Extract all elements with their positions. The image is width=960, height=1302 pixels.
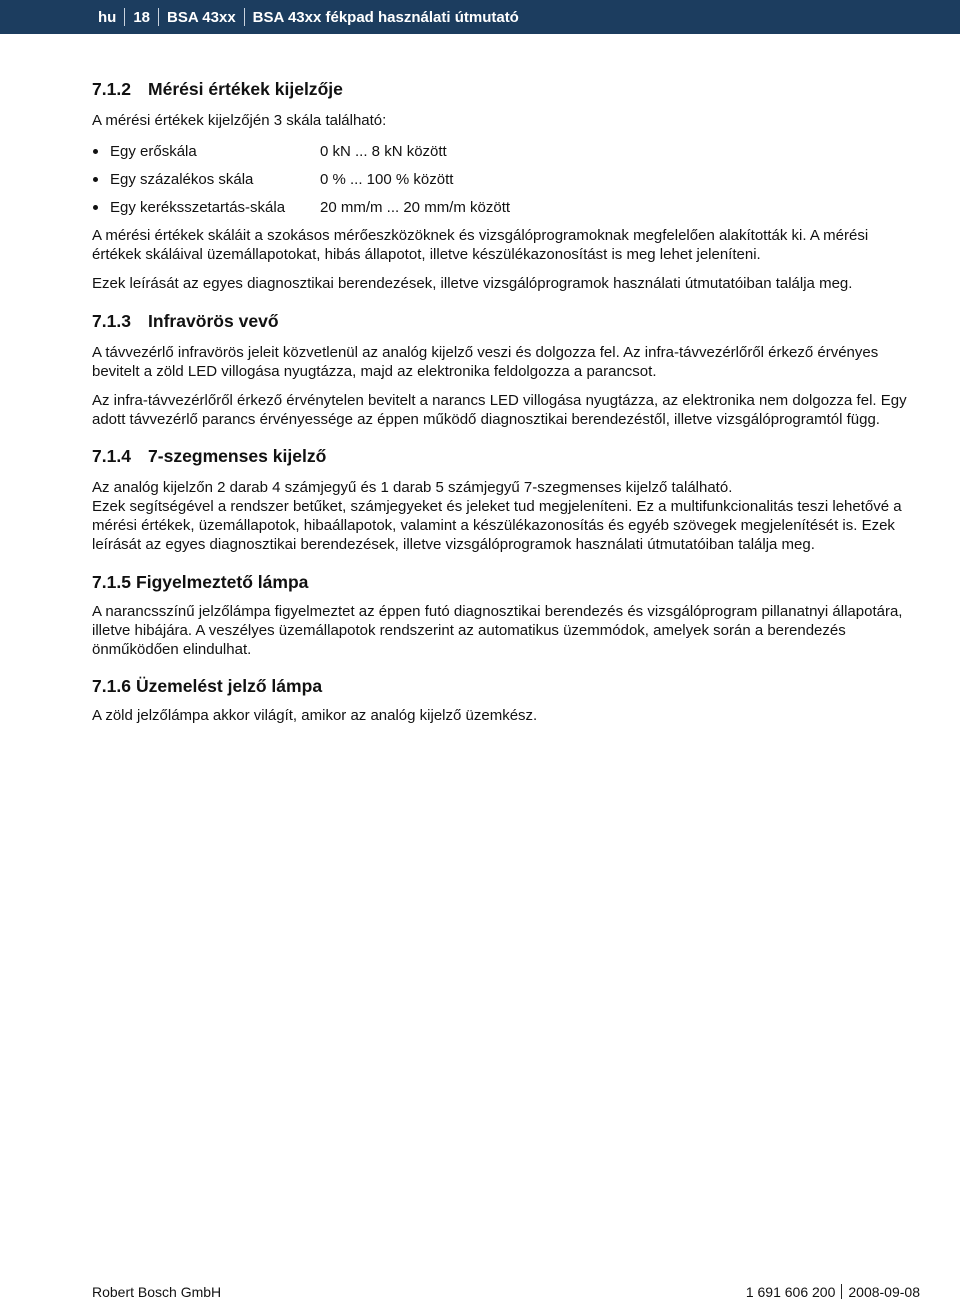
list-item [92,142,912,161]
list-item [92,198,912,217]
header-separator [158,8,159,26]
section-title: Mérési értékek kijelzője [148,79,343,99]
list-item [92,170,912,189]
section-heading-7-1-4 [92,447,912,466]
section-title: Figyelmeztető lámpa [136,572,309,592]
header-lang: hu [98,8,117,26]
paragraph: A távvezérlő infravörös jeleit közvetlenül az analóg kijelző veszi és dolgozza fel. Az infra-távvezérlőről érkező érvényes bevitelt a zöld LED villogása nyugtázza, majd az elektronika feldolgozza a parancsot. [92,344,879,380]
page-footer [92,1284,920,1300]
header-page-number: 18 [133,8,151,26]
section-number: 7.1.2 [92,79,131,99]
scale-list [92,142,912,217]
footer-date: 2008-09-08 [848,1284,920,1300]
list-item-term: Egy keréksszetartás-skála [110,199,286,216]
bullet-icon [93,205,98,210]
list-item-term: Egy erőskála [110,143,197,160]
list-item-value: 0 kN ... 8 kN között [320,143,447,160]
section-number: 7.1.6 [92,676,131,696]
page-content [92,80,912,725]
footer-doc-number: 1 691 606 200 [745,1284,836,1300]
section-heading-7-1-6 [92,677,912,696]
paragraph: Az analóg kijelzőn 2 darab 4 számjegyű és 1 darab 5 számjegyű 7-szegmenses kijelző található. [92,479,733,496]
header-doc-title: BSA 43xx fékpad használati útmutató [252,8,519,26]
section-heading-7-1-2 [92,80,912,99]
header-doc-code: BSA 43xx [167,8,236,26]
paragraph: A mérési értékek kijelzőjén 3 skála található: [92,112,387,129]
footer-doc-info [746,1284,920,1300]
paragraph: Ezek segítségével a rendszer betűket, számjegyeket és jeleket tud megjeleníteni. Ez a multifunkcionalitás teszi lehetővé a mérési értékek, üzemállapotok, hibaállapotok, valamint a készülékazonosítás és egyéb szövegek megjelenítését is. Ezek leírását az egyes diagnosztikai berendezések, illetve vizsgálóprogramok használati útmutatóiban találja meg. [92,498,902,553]
footer-company: Robert Bosch GmbH [92,1284,222,1300]
section-title: 7-szegmenses kijelző [148,446,327,466]
header-separator [244,8,245,26]
paragraph: A mérési értékek skáláit a szokásos mérőeszközöknek és vizsgálóprogramoknak megfelelően alakították ki. A mérési értékek skáláival üzemállapotokat, hibás állapotot, illetve készülékazonosítást is meg lehet jeleníteni. [92,227,869,263]
paragraph: A zöld jelzőlámpa akkor világít, amikor az analóg kijelző üzemkész. [92,707,538,724]
list-item-term: Egy százalékos skála [110,171,254,188]
header-separator [124,8,125,26]
section-title: Infravörös vevő [148,311,279,331]
paragraph: Az infra-távvezérlőről érkező érvénytelen bevitelt a narancs LED villogása nyugtázza, az elektronika nem dolgozza fel. Egy adott távvezérlő parancs érvényessége az éppen működő diagnosztikai berendezéstől, illetve vizsgálóprogramtól függ. [92,392,907,428]
section-number: 7.1.5 [92,572,131,592]
page-header [0,0,960,34]
paragraph: Ezek leírását az egyes diagnosztikai berendezések, illetve vizsgálóprogramok használati útmutatóiban találja meg. [92,275,853,292]
section-title: Üzemelést jelző lámpa [136,676,323,696]
list-item-value: 0 % ... 100 % között [320,171,454,188]
paragraph: A narancsszínű jelzőlámpa figyelmeztet az éppen futó diagnosztikai berendezés és vizsgálóprogram pillanatnyi állapotára, illetve hibájára. A veszélyes üzemállapotok rendszerint az automatikus üzemmódok, amelyek során a berendezés önműködően elindulhat. [92,603,903,658]
section-number: 7.1.3 [92,311,131,331]
section-heading-7-1-3 [92,312,912,331]
footer-separator [841,1284,842,1299]
list-item-value: 20 mm/m ... 20 mm/m között [320,199,511,216]
bullet-icon [93,177,98,182]
section-heading-7-1-5 [92,573,912,592]
section-number: 7.1.4 [92,446,131,466]
bullet-icon [93,149,98,154]
